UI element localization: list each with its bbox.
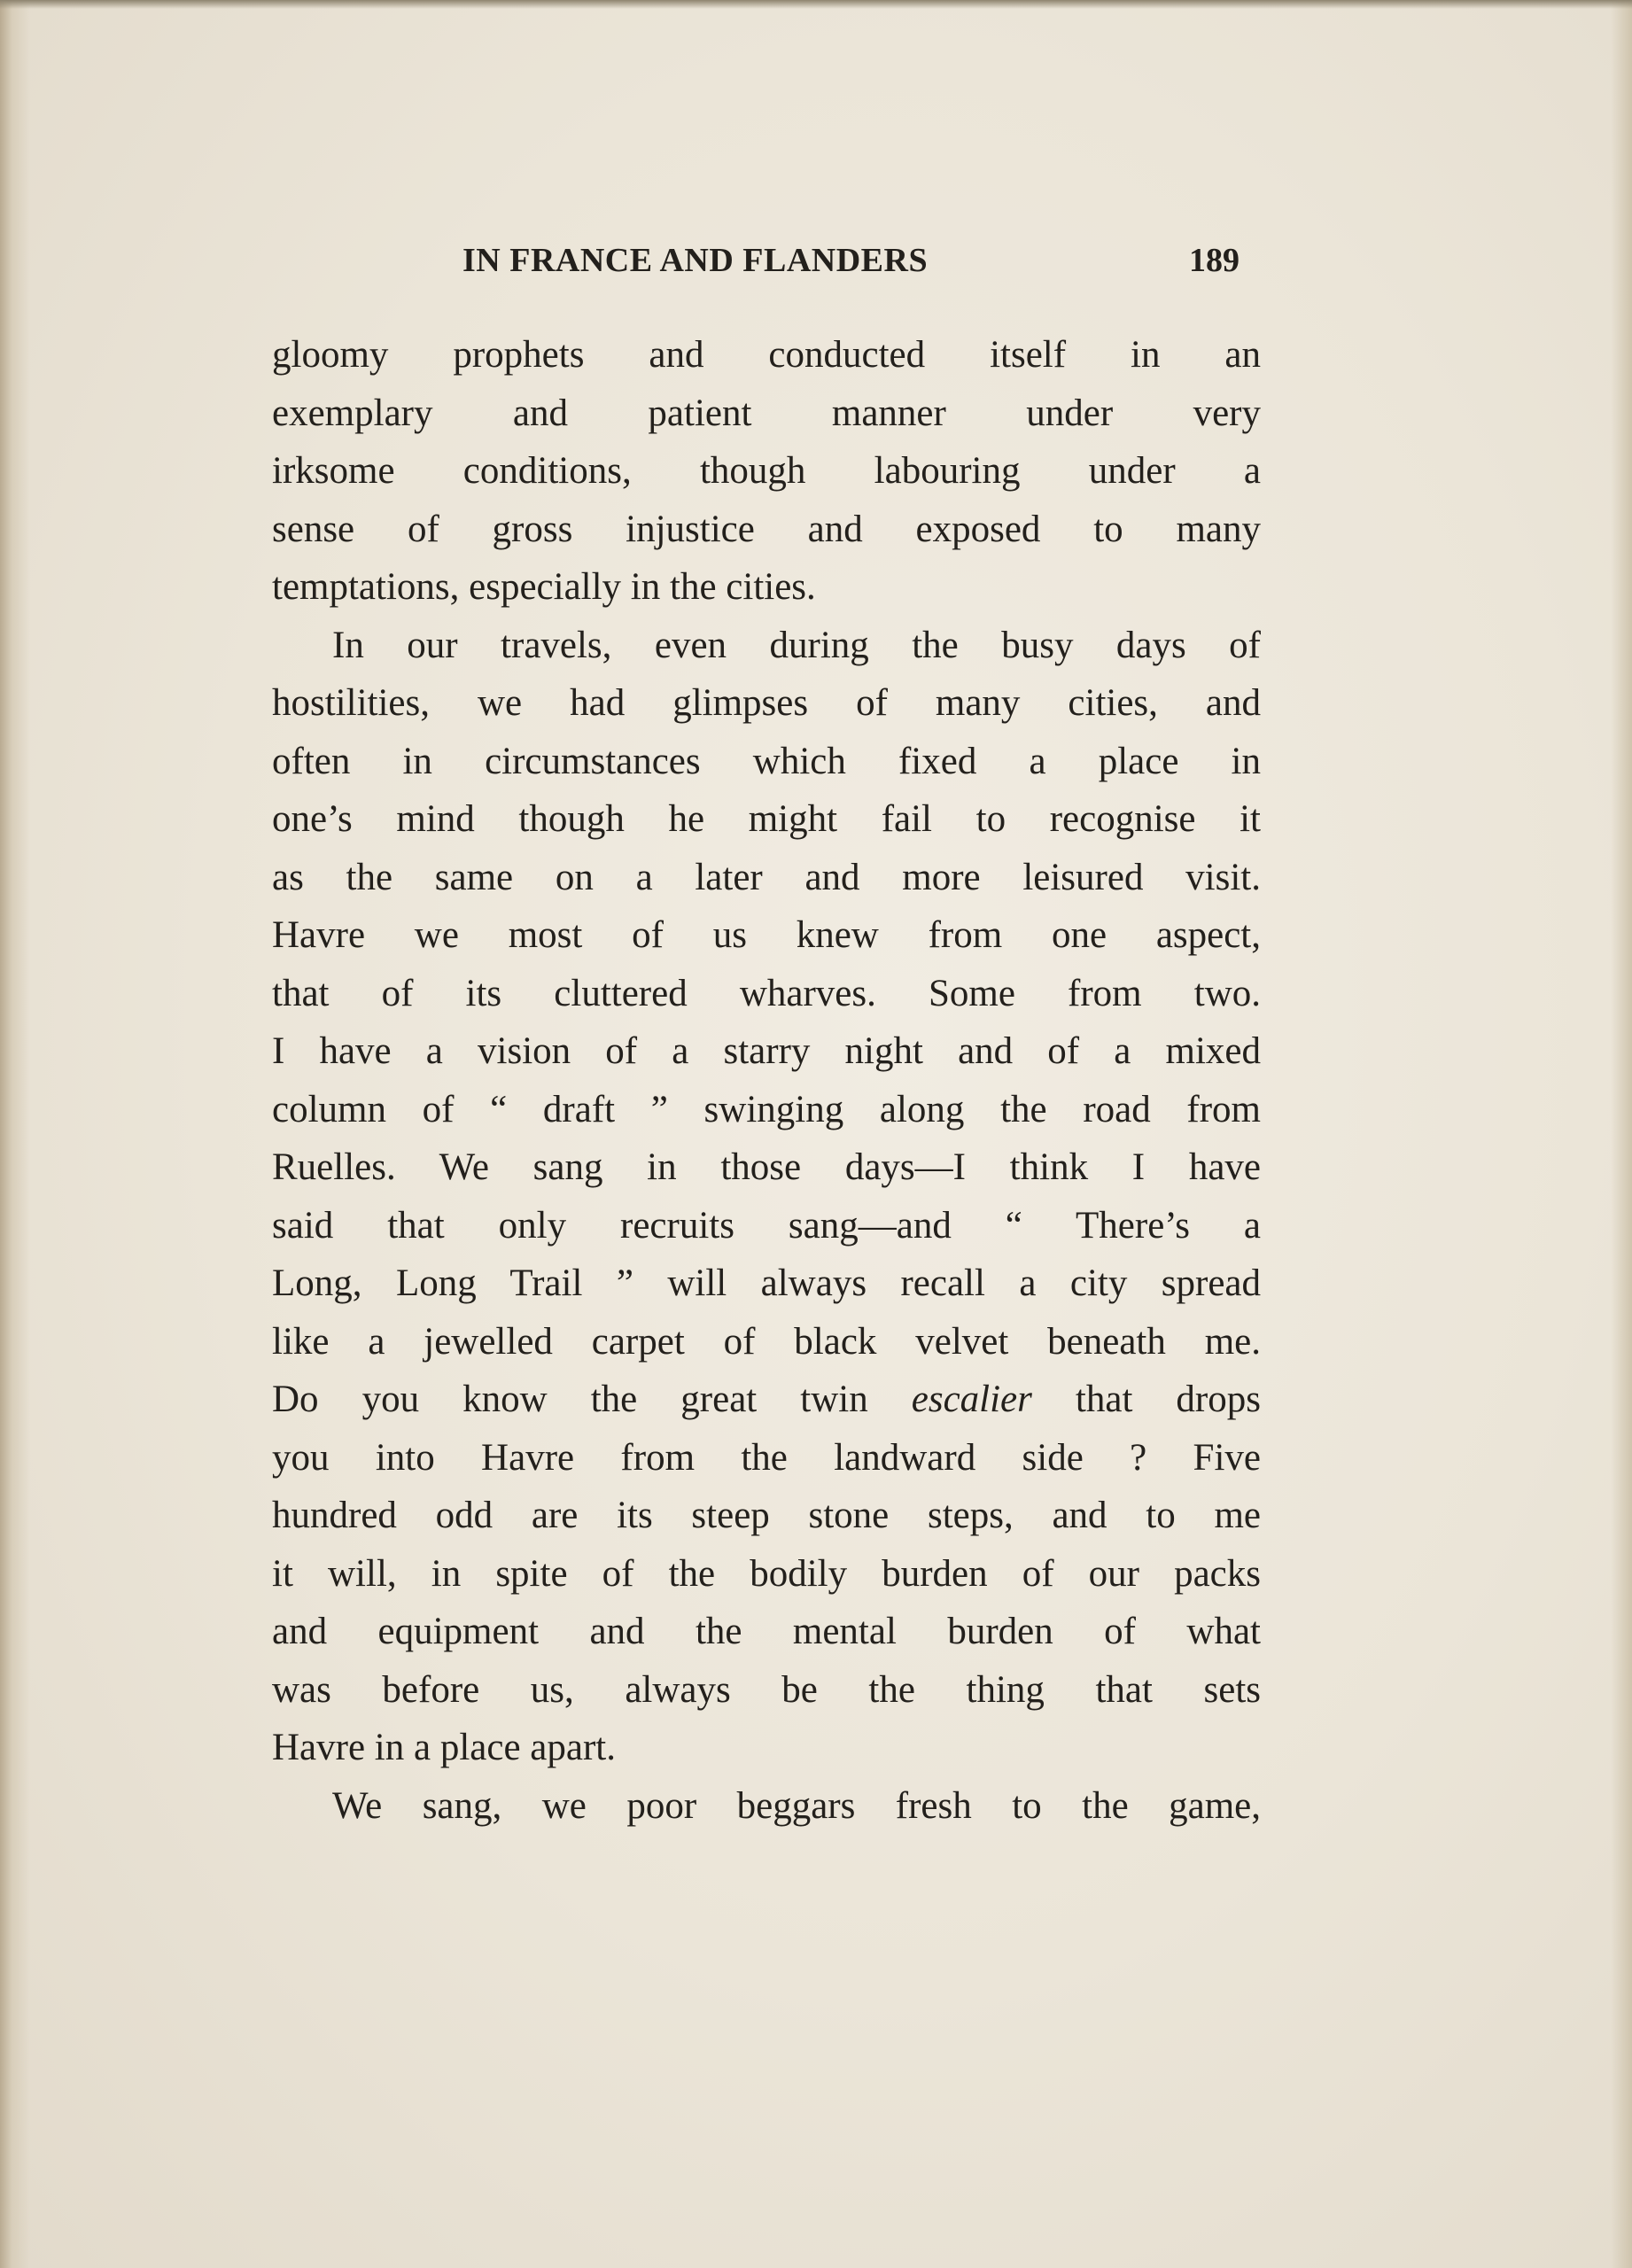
running-title: IN FRANCE AND FLANDERS	[462, 242, 929, 279]
text-line: hostilities, we had glimpses of many cities, and	[272, 682, 1261, 724]
text-line-with-italic	[272, 1371, 1261, 1429]
text-line: column of “ draft ” swinging along the road from	[272, 1088, 1261, 1130]
text-line: as the same on a later and more leisured visit.	[272, 856, 1261, 898]
text-line: Havre in a place apart.	[272, 1727, 616, 1768]
text-line: Ruelles. We sang in those days—I think I have	[272, 1146, 1261, 1188]
page-number: 189	[1189, 242, 1240, 279]
text-line: gloomy prophets and conducted itself in an	[272, 334, 1261, 376]
text-line: one’s mind though he might fail to recognise it	[272, 798, 1261, 840]
text-line: temptations, especially in the cities.	[272, 566, 816, 608]
paragraph-start-line: We sang, we poor beggars fresh to the game,	[332, 1784, 1261, 1827]
text-line: and equipment and the mental burden of what	[272, 1611, 1261, 1652]
page-top-edge	[0, 0, 1632, 9]
text-segment: Do you know the great twin	[272, 1379, 912, 1420]
text-line: that of its cluttered wharves. Some from two.	[272, 972, 1261, 1014]
text-line: Long, Long Trail ” will always recall a city spread	[272, 1262, 1261, 1304]
text-line: it will, in spite of the bodily burden of our packs	[272, 1552, 1261, 1595]
italic-word: escalier	[911, 1379, 1032, 1420]
text-line: often in circumstances which fixed a place in	[272, 740, 1261, 782]
text-line: I have a vision of a starry night and of a mixed	[272, 1030, 1261, 1072]
body-text	[272, 326, 1261, 1835]
page-binding-shadow	[0, 0, 30, 2268]
text-line: sense of gross injustice and exposed to many	[272, 508, 1261, 550]
text-line: said that only recruits sang—and “ There’s a	[272, 1204, 1261, 1247]
paragraph-start-line: In our travels, even during the busy days of	[332, 624, 1261, 666]
text-segment: that drops	[1031, 1379, 1261, 1420]
page-header	[266, 241, 1258, 294]
text-line: was before us, always be the thing that sets	[272, 1668, 1261, 1711]
text-line: exemplary and patient manner under very	[272, 392, 1261, 434]
page-right-edge	[1611, 0, 1632, 2268]
text-line: irksome conditions, though labouring under a	[272, 450, 1261, 492]
text-line: hundred odd are its steep stone steps, and to me	[272, 1495, 1261, 1536]
text-line: like a jewelled carpet of black velvet beneath me.	[272, 1320, 1261, 1363]
text-line: you into Havre from the landward side ? Five	[272, 1436, 1261, 1479]
text-line: Havre we most of us knew from one aspect,	[272, 914, 1261, 956]
